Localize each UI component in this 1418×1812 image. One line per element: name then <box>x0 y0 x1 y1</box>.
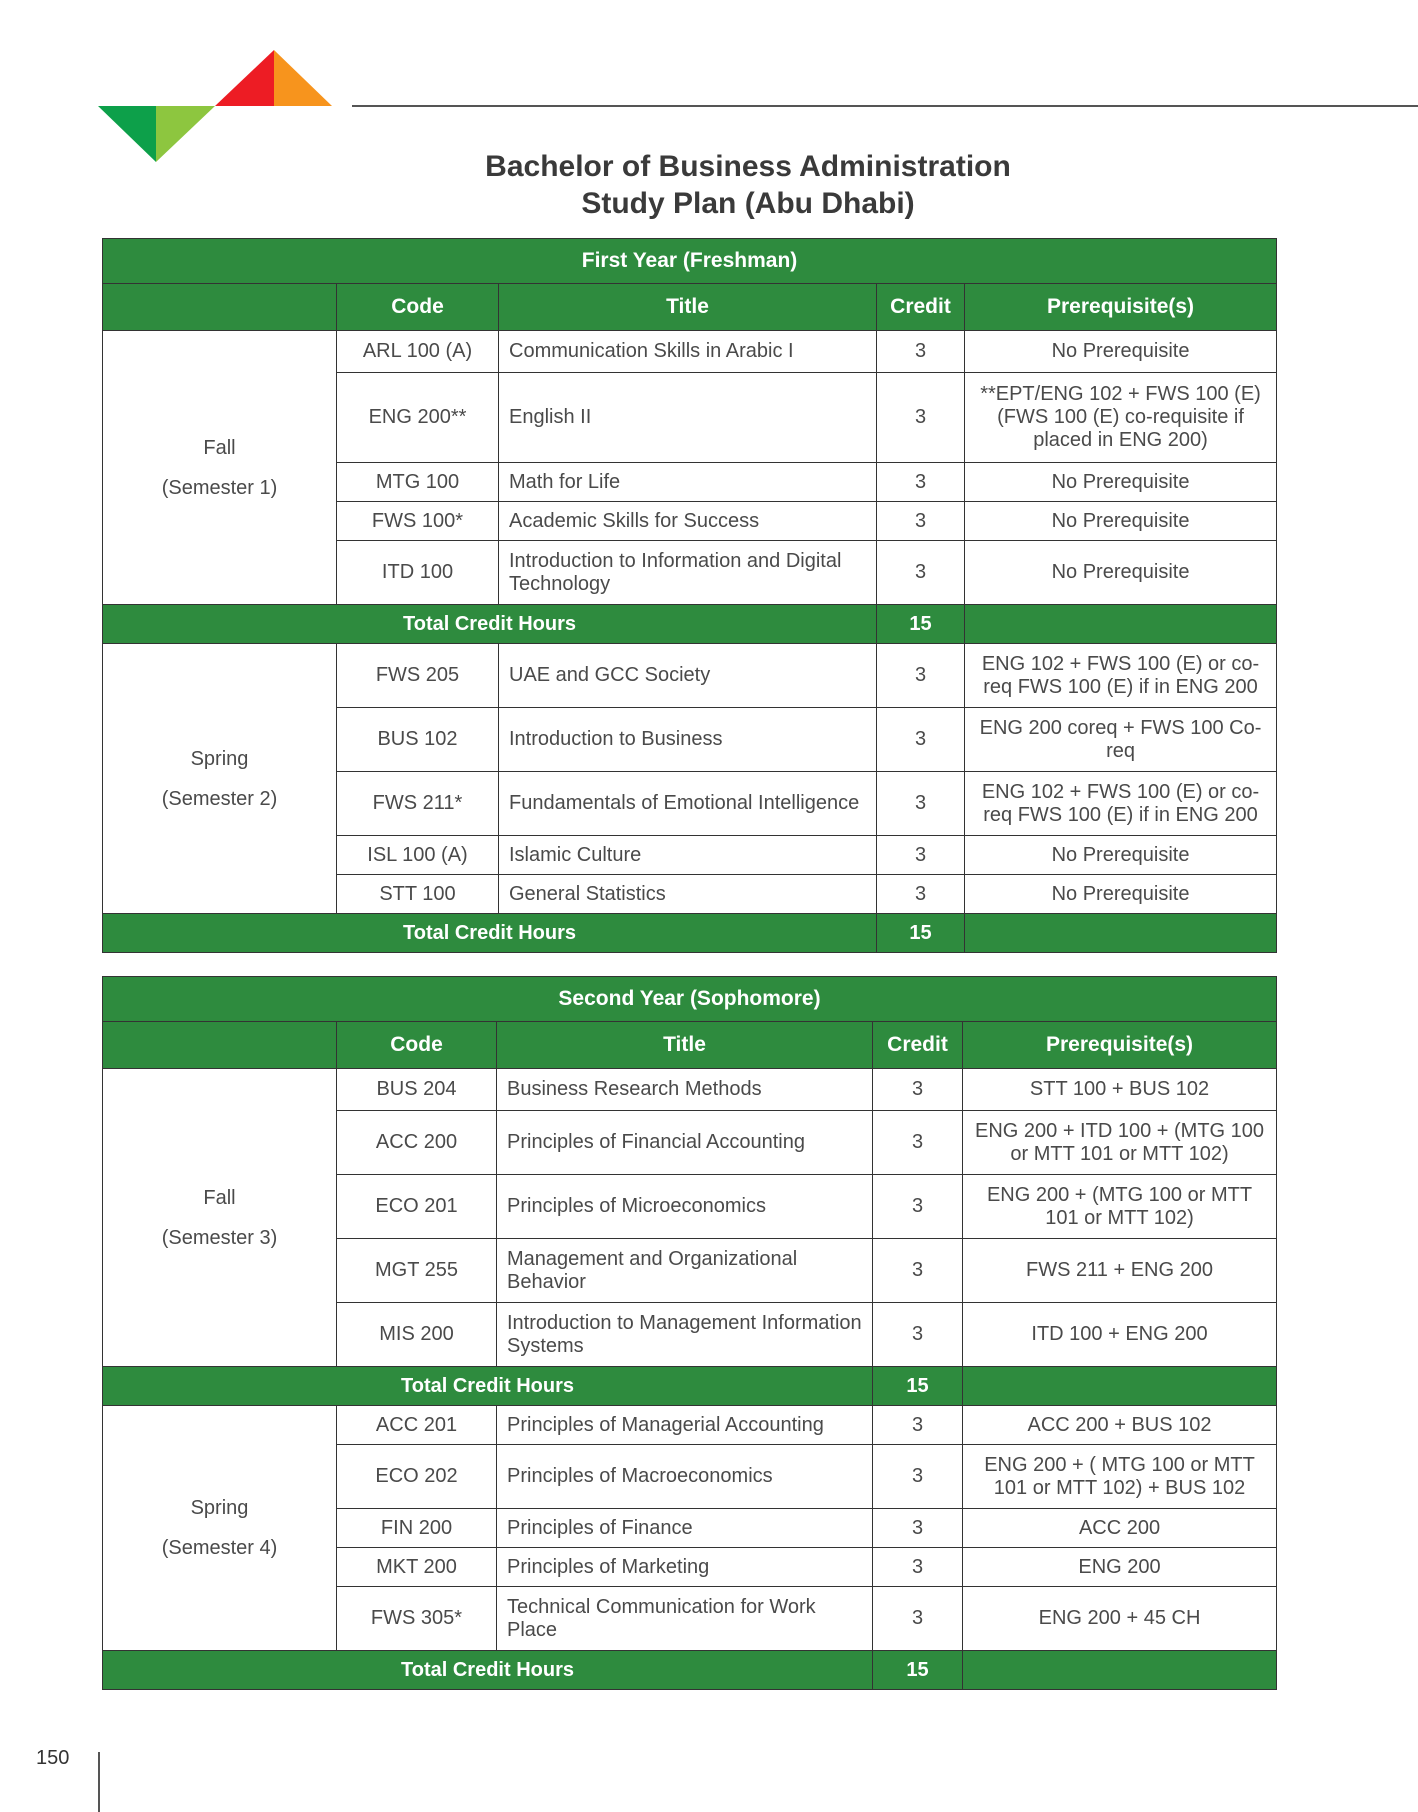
course-title: Principles of Finance <box>497 1509 873 1548</box>
course-title: Principles of Financial Accounting <box>497 1111 873 1175</box>
course-prereq: No Prerequisite <box>965 836 1277 875</box>
footer-rule <box>98 1752 100 1812</box>
course-credit: 3 <box>877 772 965 836</box>
course-code: ARL 100 (A) <box>337 331 499 373</box>
course-prereq: FWS 211 + ENG 200 <box>963 1239 1277 1303</box>
course-title: Islamic Culture <box>499 836 877 875</box>
total-blank <box>965 605 1277 644</box>
column-header-row <box>103 284 1277 331</box>
year-heading: Second Year (Sophomore) <box>103 977 1277 1022</box>
course-code: ISL 100 (A) <box>337 836 499 875</box>
course-code: ECO 201 <box>337 1175 497 1239</box>
course-prereq: ENG 102 + FWS 100 (E) or co-req FWS 100 (E) if in ENG 200 <box>965 772 1277 836</box>
course-prereq: **EPT/ENG 102 + FWS 100 (E) (FWS 100 (E) co-requisite if placed in ENG 200) <box>965 373 1277 463</box>
course-prereq: ENG 200 + (MTG 100 or MTT 101 or MTT 102) <box>963 1175 1277 1239</box>
total-label: Total Credit Hours <box>103 914 877 953</box>
total-label: Total Credit Hours <box>103 1651 873 1690</box>
course-credit: 3 <box>877 644 965 708</box>
course-prereq: No Prerequisite <box>965 331 1277 373</box>
course-prereq: No Prerequisite <box>965 541 1277 605</box>
semester-number: (Semester 1) <box>161 476 278 499</box>
course-title: Fundamentals of Emotional Intelligence <box>499 772 877 836</box>
total-credit-row <box>103 1367 1277 1406</box>
course-prereq: ACC 200 <box>963 1509 1277 1548</box>
logo-orange-triangle <box>274 50 332 106</box>
course-title: Introduction to Business <box>499 708 877 772</box>
course-prereq: ENG 200 + ITD 100 + (MTG 100 or MTT 101 or MTT 102) <box>963 1111 1277 1175</box>
col-header-prereq: Prerequisite(s) <box>965 284 1277 331</box>
col-header-semester <box>103 284 337 331</box>
column-header-row <box>103 1022 1277 1069</box>
total-value: 15 <box>877 605 965 644</box>
course-title: Principles of Managerial Accounting <box>497 1406 873 1445</box>
semester-name: Fall <box>203 436 236 459</box>
course-code: MTG 100 <box>337 463 499 502</box>
course-credit: 3 <box>877 541 965 605</box>
semester-label <box>103 331 337 605</box>
total-blank <box>965 914 1277 953</box>
course-prereq: ENG 200 <box>963 1548 1277 1587</box>
semester-name: Spring <box>190 1497 249 1519</box>
table-row <box>103 1406 1277 1445</box>
course-code: MIS 200 <box>337 1303 497 1367</box>
table-row <box>103 1069 1277 1111</box>
course-title: Principles of Marketing <box>497 1548 873 1587</box>
course-prereq: ENG 200 + ( MTG 100 or MTT 101 or MTT 102) + BUS 102 <box>963 1445 1277 1509</box>
course-credit: 3 <box>877 463 965 502</box>
course-prereq: No Prerequisite <box>965 463 1277 502</box>
course-code: ECO 202 <box>337 1445 497 1509</box>
course-code: ENG 200** <box>337 373 499 463</box>
semester-name: Spring <box>190 747 249 770</box>
table-row <box>103 644 1277 708</box>
col-header-credit: Credit <box>877 284 965 331</box>
course-credit: 3 <box>873 1406 963 1445</box>
course-code: ACC 201 <box>337 1406 497 1445</box>
course-credit: 3 <box>877 836 965 875</box>
semester-number: (Semester 4) <box>161 1537 278 1559</box>
course-prereq: ENG 102 + FWS 100 (E) or co-req FWS 100 (E) if in ENG 200 <box>965 644 1277 708</box>
course-prereq: ACC 200 + BUS 102 <box>963 1406 1277 1445</box>
course-title: Technical Communication for Work Place <box>497 1587 873 1651</box>
course-code: FWS 205 <box>337 644 499 708</box>
total-credit-row <box>103 605 1277 644</box>
course-code: FWS 305* <box>337 1587 497 1651</box>
semester-number: (Semester 2) <box>161 787 278 810</box>
course-prereq: ENG 200 + 45 CH <box>963 1587 1277 1651</box>
total-value: 15 <box>873 1367 963 1406</box>
course-credit: 3 <box>873 1111 963 1175</box>
total-blank <box>963 1367 1277 1406</box>
course-credit: 3 <box>873 1303 963 1367</box>
total-value: 15 <box>877 914 965 953</box>
year-heading-row <box>103 977 1277 1022</box>
header-rule <box>352 105 1418 107</box>
total-label: Total Credit Hours <box>103 605 877 644</box>
col-header-semester <box>103 1022 337 1069</box>
semester-name: Fall <box>203 1186 236 1209</box>
course-title: Academic Skills for Success <box>499 502 877 541</box>
logo-red-triangle <box>215 50 274 106</box>
course-credit: 3 <box>877 875 965 914</box>
col-header-credit: Credit <box>873 1022 963 1069</box>
course-credit: 3 <box>873 1548 963 1587</box>
course-credit: 3 <box>873 1587 963 1651</box>
course-title: Management and Organizational Behavior <box>497 1239 873 1303</box>
total-value: 15 <box>873 1651 963 1690</box>
course-credit: 3 <box>873 1175 963 1239</box>
col-header-code: Code <box>337 1022 497 1069</box>
total-credit-row <box>103 914 1277 953</box>
course-code: ACC 200 <box>337 1111 497 1175</box>
year-heading: First Year (Freshman) <box>103 239 1277 284</box>
first-year-table <box>102 238 1277 953</box>
course-code: BUS 102 <box>337 708 499 772</box>
course-code: FWS 100* <box>337 502 499 541</box>
course-code: ITD 100 <box>337 541 499 605</box>
semester-label <box>103 1406 337 1651</box>
col-header-title: Title <box>497 1022 873 1069</box>
course-title: English II <box>499 373 877 463</box>
col-header-code: Code <box>337 284 499 331</box>
course-title: Math for Life <box>499 463 877 502</box>
course-credit: 3 <box>877 502 965 541</box>
course-title: Introduction to Information and Digital Technology <box>499 541 877 605</box>
course-credit: 3 <box>877 373 965 463</box>
course-code: BUS 204 <box>337 1069 497 1111</box>
table-row <box>103 331 1277 373</box>
course-title: Principles of Microeconomics <box>497 1175 873 1239</box>
course-prereq: STT 100 + BUS 102 <box>963 1069 1277 1111</box>
semester-number: (Semester 3) <box>161 1226 278 1249</box>
col-header-prereq: Prerequisite(s) <box>963 1022 1277 1069</box>
course-title: UAE and GCC Society <box>499 644 877 708</box>
page-subtitle: Study Plan (Abu Dhabi) <box>581 187 915 220</box>
second-year-table <box>102 976 1277 1690</box>
course-code: MKT 200 <box>337 1548 497 1587</box>
course-title: Principles of Macroeconomics <box>497 1445 873 1509</box>
page-number: 150 <box>36 1747 70 1769</box>
page-title: Bachelor of Business Administration <box>485 150 1011 183</box>
course-credit: 3 <box>873 1509 963 1548</box>
course-credit: 3 <box>877 331 965 373</box>
total-credit-row <box>103 1651 1277 1690</box>
course-prereq: No Prerequisite <box>965 875 1277 914</box>
course-code: STT 100 <box>337 875 499 914</box>
course-code: MGT 255 <box>337 1239 497 1303</box>
course-title: Business Research Methods <box>497 1069 873 1111</box>
course-credit: 3 <box>873 1445 963 1509</box>
semester-label <box>103 1069 337 1367</box>
course-title: Communication Skills in Arabic I <box>499 331 877 373</box>
course-title: General Statistics <box>499 875 877 914</box>
course-credit: 3 <box>873 1069 963 1111</box>
course-credit: 3 <box>873 1239 963 1303</box>
course-credit: 3 <box>877 708 965 772</box>
year-heading-row <box>103 239 1277 284</box>
semester-label <box>103 644 337 914</box>
course-code: FIN 200 <box>337 1509 497 1548</box>
course-prereq: No Prerequisite <box>965 502 1277 541</box>
total-label: Total Credit Hours <box>103 1367 873 1406</box>
col-header-title: Title <box>499 284 877 331</box>
course-title: Introduction to Management Information Systems <box>497 1303 873 1367</box>
total-blank <box>963 1651 1277 1690</box>
course-prereq: ENG 200 coreq + FWS 100 Co-req <box>965 708 1277 772</box>
course-code: FWS 211* <box>337 772 499 836</box>
course-prereq: ITD 100 + ENG 200 <box>963 1303 1277 1367</box>
